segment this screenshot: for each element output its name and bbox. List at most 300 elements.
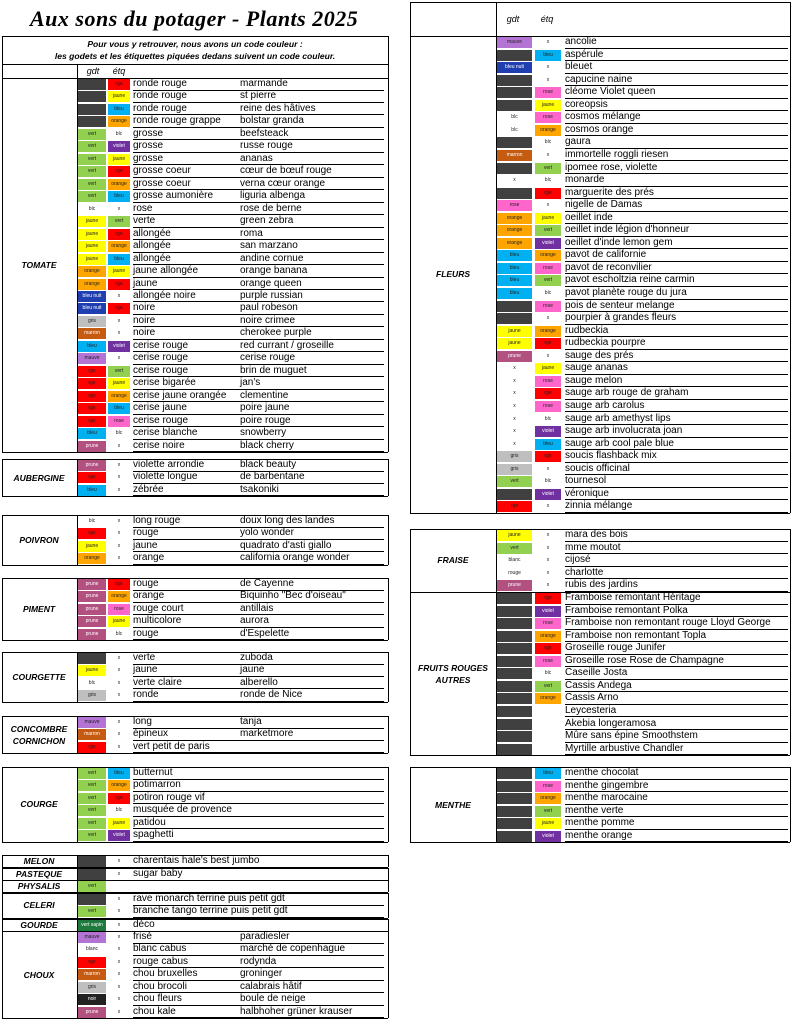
table-row (0, 805, 796, 818)
label-color-swatch: x (535, 200, 561, 211)
table-row (0, 919, 796, 932)
variety-type: cerise rouge (133, 352, 189, 364)
section-label-11: GOURDE (20, 920, 58, 931)
pot-color-swatch: prune (497, 351, 532, 362)
table-row (0, 337, 796, 350)
variety-name: Cassis Arno (565, 692, 619, 704)
variety-type: branche tango terrine puis petit gdt (133, 905, 288, 917)
pot-color-swatch: bleu (78, 428, 106, 439)
table-row (0, 868, 796, 881)
vertical-rule (496, 2, 497, 36)
table-row (0, 579, 796, 592)
variety-name: andine cornue (240, 252, 304, 264)
variety-name: de Cayenne (240, 578, 294, 589)
pot-color-swatch: rouge (497, 568, 532, 579)
variety-type: jaune (133, 664, 158, 676)
label-color-swatch: x (108, 944, 130, 955)
table-row (0, 817, 796, 830)
variety-type: grosse coeur (133, 177, 191, 189)
variety-name: pois de senteur melange (565, 299, 675, 311)
variety-name: mme moutot (565, 541, 621, 553)
variety-name: d'Espelette (240, 627, 290, 639)
section-label-right-0: FLEURS (436, 269, 470, 280)
variety-name: orange queen (240, 277, 302, 289)
pot-color-swatch (497, 137, 532, 148)
row-underline (565, 754, 788, 755)
label-color-swatch: x (108, 204, 130, 215)
variety-type: long (133, 716, 152, 727)
variety-name: Akebia longeramosa (565, 717, 657, 729)
horizontal-rule (410, 842, 790, 843)
variety-type: cerise rouge (133, 414, 189, 426)
variety-name: doux long des landes (240, 515, 335, 526)
pot-color-swatch: vert (78, 154, 106, 165)
pot-color-swatch (497, 719, 532, 730)
table-row (0, 450, 796, 463)
pot-color-swatch: orange (78, 279, 106, 290)
table-row (0, 325, 796, 338)
variety-type: chou fleurs (133, 993, 182, 1005)
variety-name: oeillet inde (565, 211, 613, 223)
label-color-swatch: x (108, 665, 130, 676)
label-color-swatch: rge (535, 643, 561, 654)
pot-color-swatch: rose (497, 200, 532, 211)
pot-color-swatch (497, 301, 532, 312)
table-row (0, 956, 796, 969)
label-color-swatch: x (535, 37, 561, 48)
variety-name: halbhoher grüner krauser (240, 1005, 353, 1017)
variety-name: poire jaune (240, 402, 290, 414)
label-color-swatch: jaune (535, 363, 561, 374)
label-color-swatch: x (535, 568, 561, 579)
variety-type: ronde rouge grappe (133, 115, 221, 127)
variety-name: ipomee rose, violette (565, 161, 658, 173)
pot-color-swatch: blc (78, 516, 106, 527)
table-row (0, 602, 796, 618)
variety-name: russe rouge (240, 140, 293, 152)
label-color-swatch: x (108, 441, 130, 452)
variety-type: cerise rouge (133, 339, 189, 351)
label-color-swatch: blc (108, 629, 130, 640)
variety-name: beefsteack (240, 127, 289, 139)
variety-type: verte claire (133, 676, 182, 688)
label-color-swatch: jaune (535, 213, 561, 224)
table-row (0, 438, 796, 451)
pot-color-swatch (497, 831, 532, 842)
table-row (0, 212, 796, 225)
table-row (0, 692, 796, 705)
label-color-swatch: x (535, 313, 561, 324)
variety-name: Biquinho "Bec d'oiseau" (240, 590, 346, 602)
variety-type: cerise jaune orangée (133, 389, 227, 401)
table-row (0, 554, 796, 567)
vertical-rule (2, 36, 3, 78)
pot-color-swatch (497, 668, 532, 679)
label-color-swatch: jaune (108, 818, 130, 829)
label-color-swatch: x (108, 541, 130, 552)
variety-name: menthe chocolat (565, 767, 639, 778)
table-row (0, 780, 796, 793)
label-color-swatch: bleu (108, 768, 130, 779)
variety-type: violette arrondie (133, 459, 205, 470)
label-color-swatch: rge (108, 79, 130, 90)
row-underline (133, 1017, 384, 1018)
pot-color-swatch (497, 100, 532, 111)
variety-name: de barbentane (240, 471, 305, 483)
variety-name: purple russian (240, 289, 303, 301)
pot-color-swatch: gris (497, 451, 532, 462)
section-label-9: PHYSALIS (17, 881, 61, 892)
table-row (0, 705, 796, 718)
label-color-swatch: vert (535, 163, 561, 174)
table-row (0, 893, 796, 906)
variety-name: menthe verte (565, 804, 624, 816)
table-row (0, 413, 796, 426)
label-color-swatch: rge (535, 188, 561, 199)
variety-name: sauge melon (565, 374, 623, 386)
pot-color-swatch (497, 188, 532, 199)
variety-name: rudbeckia (565, 324, 609, 336)
pot-color-swatch: prune (78, 616, 106, 627)
pot-color-swatch: prune (78, 579, 106, 590)
variety-name: black beauty (240, 459, 297, 470)
label-color-swatch: jaune (535, 818, 561, 829)
variety-type: jaune allongée (133, 265, 199, 277)
label-color-swatch: x (108, 353, 130, 364)
variety-type: jaune (133, 277, 158, 289)
pot-color-swatch: jaune (78, 241, 106, 252)
variety-name: tanja (240, 716, 262, 727)
table-row (0, 880, 796, 893)
label-color-swatch: orange (108, 591, 130, 602)
table-row (0, 475, 796, 488)
variety-type: charentais hale's best jumbo (133, 855, 260, 866)
pot-color-swatch: bleu nuit (497, 62, 532, 73)
label-color-swatch: rose (535, 112, 561, 123)
label-color-swatch: blc (108, 805, 130, 816)
left-header-etq: étq (112, 66, 126, 76)
table-row (0, 162, 796, 175)
label-color-swatch: x (108, 653, 130, 664)
horizontal-rule (410, 2, 790, 3)
pot-color-swatch (497, 781, 532, 792)
label-color-swatch: jaune (108, 266, 130, 277)
pot-color-swatch: orange (78, 553, 106, 564)
label-color-swatch: blc (535, 175, 561, 186)
pot-color-swatch: vert (497, 543, 532, 554)
variety-name: gaura (565, 136, 591, 148)
label-color-swatch: violet (108, 141, 130, 152)
variety-name: groninger (240, 968, 283, 980)
label-color-swatch: x (108, 869, 130, 880)
variety-name: quadrato d'asti giallo (240, 539, 332, 551)
variety-name: ronde de Nice (240, 689, 303, 701)
table-row (0, 943, 796, 956)
variety-name: tournesol (565, 475, 607, 487)
variety-type: rouge court (133, 602, 184, 614)
variety-name: menthe marocaine (565, 792, 648, 804)
pot-color-swatch: x (497, 388, 532, 399)
label-color-swatch: rose (535, 401, 561, 412)
table-row (0, 740, 796, 756)
table-row (0, 515, 796, 528)
pot-color-swatch: rge (497, 501, 532, 512)
pot-color-swatch (497, 706, 532, 717)
variety-name: orange banana (240, 265, 308, 277)
pot-color-swatch: x (497, 426, 532, 437)
table-row (0, 718, 796, 731)
variety-name: monarde (565, 174, 605, 186)
table-row (0, 968, 796, 981)
variety-type: grosse (133, 140, 164, 152)
table-row (0, 174, 796, 187)
pot-color-swatch: rge (78, 416, 106, 427)
pot-color-swatch: vert (78, 793, 106, 804)
table-row (0, 529, 796, 542)
label-color-swatch: rge (108, 303, 130, 314)
label-color-swatch: violet (535, 426, 561, 437)
right-header-gdt: gdt (506, 14, 520, 24)
pot-color-swatch (497, 593, 532, 604)
label-color-swatch: rge (535, 388, 561, 399)
variety-name: paradiesler (240, 931, 290, 942)
vertical-rule (410, 2, 411, 36)
label-color-swatch: bleu (108, 403, 130, 414)
variety-type: vert petit de paris (133, 740, 210, 752)
pot-color-swatch: vert (78, 179, 106, 190)
variety-name: aspérule (565, 48, 604, 60)
label-color-swatch: x (108, 982, 130, 993)
pot-color-swatch: vert (78, 768, 106, 779)
table-row (0, 488, 796, 501)
pot-color-swatch: marron (78, 328, 106, 339)
pot-color-swatch (497, 618, 532, 629)
variety-name: Leycesteria (565, 704, 617, 716)
label-color-swatch: rose (535, 263, 561, 274)
pot-color-swatch: prune (78, 591, 106, 602)
pot-color-swatch: jaune (78, 216, 106, 227)
pot-color-swatch: jaune (78, 254, 106, 265)
label-color-swatch: rose (535, 87, 561, 98)
label-color-swatch: x (108, 856, 130, 867)
variety-name: véronique (565, 487, 609, 499)
variety-type: allongée (133, 227, 171, 239)
variety-type: grosse coeur (133, 165, 191, 177)
variety-type: potimarron (133, 779, 181, 791)
pot-color-swatch: gris (78, 982, 106, 993)
pot-color-swatch: rge (78, 742, 106, 753)
label-color-swatch: x (535, 150, 561, 161)
pot-color-swatch: vert (78, 906, 106, 917)
label-color-swatch: x (535, 464, 561, 475)
table-row (0, 86, 796, 99)
table-row (0, 655, 796, 668)
label-color-swatch: orange (108, 391, 130, 402)
label-color-swatch: orange (535, 693, 561, 704)
variety-name: Groseille rose Rose de Champagne (565, 654, 724, 666)
variety-name: pourpier à grandes fleurs (565, 312, 677, 324)
pot-color-swatch: prune (78, 1007, 106, 1018)
label-color-swatch: x (535, 75, 561, 86)
variety-name: jan's (240, 377, 261, 389)
label-color-swatch: x (535, 543, 561, 554)
variety-type: chou kale (133, 1005, 176, 1017)
table-row (0, 500, 796, 513)
table-row (0, 905, 796, 918)
variety-type: épineux (133, 728, 169, 740)
variety-type: verte (133, 215, 156, 227)
table-row (0, 187, 796, 200)
label-color-swatch: x (108, 920, 130, 931)
label-color-swatch: bleu (535, 50, 561, 61)
variety-name: Caseille Josta (565, 667, 628, 679)
variety-name: capucine naine (565, 73, 633, 85)
label-color-swatch: bleu (535, 768, 561, 779)
label-color-swatch: rge (535, 338, 561, 349)
variety-type: spaghetti (133, 829, 174, 841)
table-row (0, 463, 796, 476)
label-color-swatch: bleu (108, 191, 130, 202)
label-color-swatch: rge (108, 229, 130, 240)
pot-color-swatch: marron (78, 969, 106, 980)
pot-color-swatch (78, 894, 106, 905)
variety-type: déco (133, 919, 155, 930)
table-row (0, 387, 796, 400)
pot-color-swatch: vert (78, 191, 106, 202)
variety-name: sauge arb cool pale blue (565, 437, 674, 449)
variety-name: paul robeson (240, 302, 298, 314)
pot-color-swatch: rge (78, 391, 106, 402)
variety-name: pavot de californie (565, 249, 647, 261)
label-color-swatch: x (108, 460, 130, 471)
section-label-right-2: FRUITS ROUGES AUTRES (418, 662, 488, 685)
table-row (0, 136, 796, 149)
variety-type: noire (133, 314, 156, 326)
label-color-swatch: x (108, 932, 130, 943)
table-row (0, 262, 796, 275)
label-color-swatch: x (108, 528, 130, 539)
table-row (0, 680, 796, 693)
pot-color-swatch: blc (78, 204, 106, 215)
pot-color-swatch: vert (497, 476, 532, 487)
variety-type: orange (133, 590, 165, 602)
variety-name: oeillet d'inde lemon gem (565, 236, 673, 248)
label-color-swatch: x (108, 472, 130, 483)
label-color-swatch: blc (535, 668, 561, 679)
pot-color-swatch (497, 744, 532, 755)
variety-name: clementine (240, 389, 289, 401)
variety-name: poire rouge (240, 414, 291, 426)
section-label-7: MELON (23, 856, 55, 867)
label-color-swatch: blc (535, 476, 561, 487)
variety-name: cosmos orange (565, 123, 634, 135)
pot-color-swatch: x (497, 401, 532, 412)
label-color-swatch: rose (535, 618, 561, 629)
horizontal-rule (410, 755, 790, 756)
label-color-swatch: rge (535, 451, 561, 462)
variety-type: chou brocoli (133, 980, 187, 992)
table-row (0, 149, 796, 162)
pot-color-swatch: orange (78, 266, 106, 277)
variety-name: Framboise remontant Héritage (565, 592, 701, 603)
section-label-2: POIVRON (19, 534, 59, 545)
variety-name: sauge arb involucrata joan (565, 425, 683, 437)
variety-name: red currant / groseille (240, 339, 334, 351)
pot-color-swatch (497, 768, 532, 779)
row-underline (565, 841, 788, 842)
variety-name: cherokee purple (240, 327, 312, 339)
pot-color-swatch: prune (78, 460, 106, 471)
variety-type: cerise rouge (133, 364, 189, 376)
label-color-swatch: rose (108, 416, 130, 427)
pot-color-swatch: vert (78, 141, 106, 152)
horizontal-rule (2, 1018, 388, 1019)
variety-name: Cassis Andega (565, 679, 632, 691)
variety-type: blanc cabus (133, 943, 187, 955)
variety-type: ronde (133, 689, 159, 701)
label-color-swatch: vert (108, 216, 130, 227)
table-row (0, 931, 796, 944)
table-row (0, 74, 796, 87)
label-color-swatch: orange (108, 780, 130, 791)
variety-type: rouge (133, 578, 159, 589)
variety-type: grosse aumonière (133, 190, 214, 202)
section-label-5: CONCOMBRE CORNICHON (10, 723, 68, 746)
variety-type: multicolore (133, 615, 182, 627)
variety-type: orange (133, 552, 165, 564)
pot-color-swatch: bleu nuit (78, 303, 106, 314)
variety-name: pavot escholtzia reine carmin (565, 274, 695, 286)
variety-name: cerise rouge (240, 352, 296, 364)
table-row (0, 274, 796, 287)
variety-name: Myrtille arbustive Chandler (565, 742, 684, 754)
label-color-swatch: orange (108, 241, 130, 252)
pot-color-swatch: jaune (497, 338, 532, 349)
variety-name: rose de berne (240, 202, 302, 214)
pot-color-swatch: noir (78, 994, 106, 1005)
label-color-swatch: x (108, 291, 130, 302)
pot-color-swatch (497, 643, 532, 654)
variety-type: potiron rouge vif (133, 791, 205, 803)
pot-color-swatch: prune (497, 580, 532, 591)
table-row (0, 617, 796, 630)
variety-name: bolstar granda (240, 115, 304, 127)
variety-name: mara des bois (565, 529, 628, 540)
vertical-rule (790, 2, 791, 36)
pot-color-swatch (497, 631, 532, 642)
pot-color-swatch: blc (78, 678, 106, 689)
variety-name: tsakoniki (240, 483, 279, 495)
variety-name: soucis flashback mix (565, 450, 657, 462)
table-row (0, 287, 796, 300)
label-color-swatch: jaune (108, 378, 130, 389)
variety-type: sugar baby (133, 868, 183, 879)
label-color-swatch: orange (535, 125, 561, 136)
section-label-10: CELERI (23, 900, 55, 911)
label-color-swatch: rose (535, 376, 561, 387)
variety-name: rodynda (240, 955, 277, 967)
vertical-rule (77, 64, 78, 78)
label-color-swatch: x (108, 328, 130, 339)
variety-name: marguerite des prés (565, 186, 654, 198)
horizontal-rule (2, 64, 388, 65)
pot-color-swatch (497, 87, 532, 98)
table-row (0, 592, 796, 605)
pot-color-swatch: x (497, 363, 532, 374)
label-color-swatch: rge (108, 166, 130, 177)
label-color-swatch: orange (108, 179, 130, 190)
variety-name: green zebra (240, 215, 294, 227)
